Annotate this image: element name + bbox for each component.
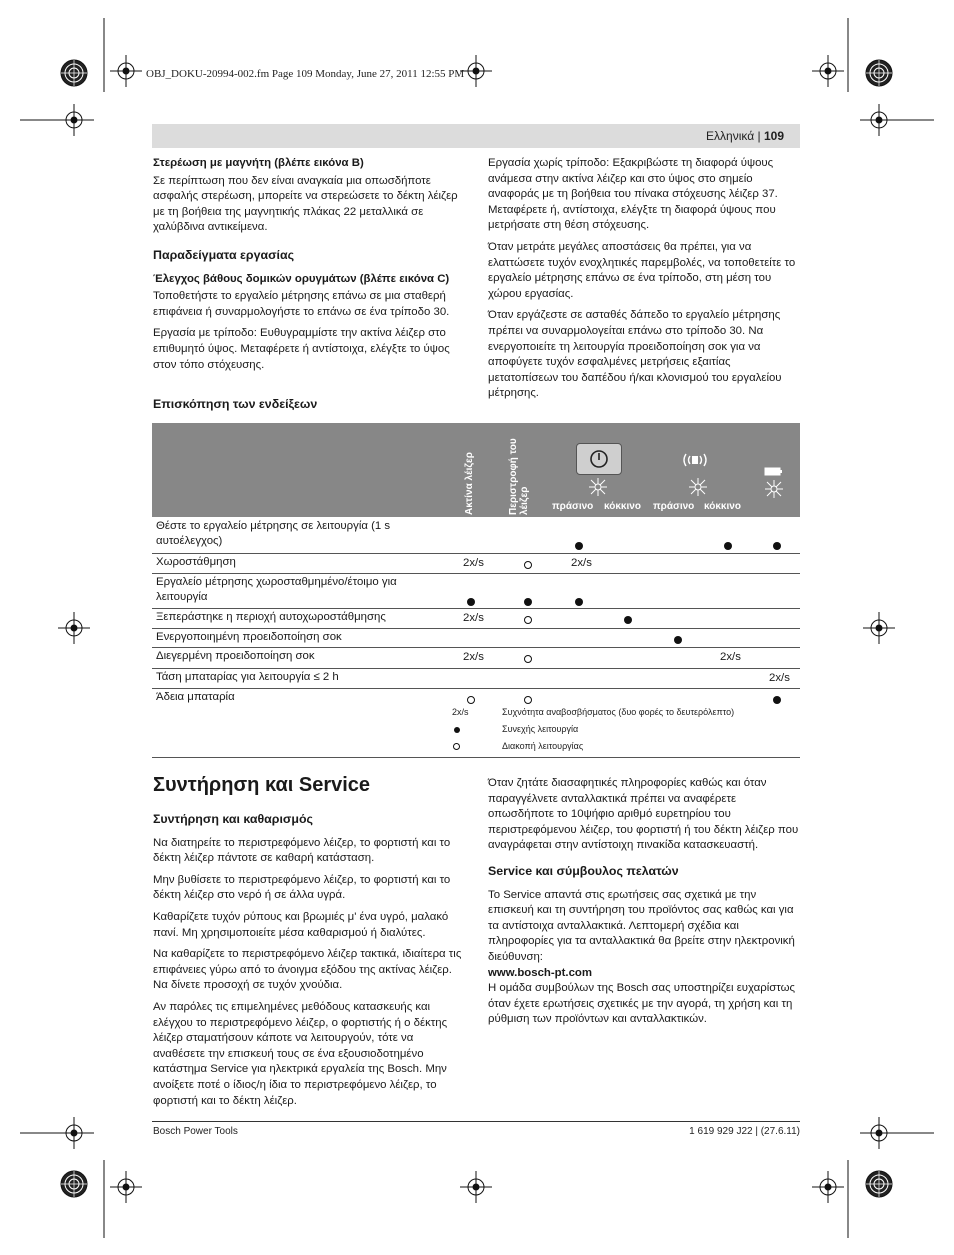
status-off-ring [467, 696, 475, 704]
battery-icon [764, 467, 784, 477]
green-blink-icon [588, 477, 608, 497]
status-blink-text: 2x/s [463, 612, 484, 624]
service-p5: Αν παρόλες τις επιμελημένες μεθόδους κατασκευής και ελέγχου το περιστρεφόμενο λέιζερ, ο φορτιστής ή ο δέκτης λέιζερ σταματήσουν κάποτε να λειτουργούν, τότε να αναθέσετε την επισκευή τους σε ένα εξουσιοδοτημένο κατάστημα Service για ηλεκτρικά εργαλεία της Bosch. Μην ανοίξετε ποτέ ο ίδιος/η ίδια το περιστρεφόμενο λέιζερ, το φορτιστή και το δέκτη λέιζερ. [153, 1000, 448, 1107]
row-label: Ξεπεράστηκε η περιοχή αυτοχωροστάθμησης [156, 611, 386, 623]
footer-left: Bosch Power Tools [153, 1126, 238, 1137]
language-label: Ελληνικά [706, 129, 755, 143]
footer-rule [152, 1121, 800, 1122]
status-off-ring [524, 696, 532, 704]
row-label: Τάση μπαταρίας για λειτουργία ≤ 2 h [156, 671, 339, 683]
status-on-dot [575, 542, 583, 550]
legend-text-1: Συχνότητα αναβοσβήσματος (δυο φορές το δευτερόλεπτο) [502, 707, 735, 717]
service-right-column [488, 776, 800, 1034]
row-label: Άδεια μπαταρία [156, 691, 235, 703]
status-on-dot [724, 542, 732, 550]
table-row [152, 573, 800, 609]
status-on-dot [773, 696, 781, 704]
status-blink-text: 2x/s [571, 557, 592, 569]
status-off-ring [524, 655, 532, 663]
magnet-text: Σε περίπτωση που δεν είναι αναγκαία μια οπωσδήποτε ασφαλής στερέωση, μπορείτε να στερεώσετε το δέκτη λέιζερ με τη βοήθεια της μαγνητικής πλάκας 22 μεταλλικά σε χαλύβδινα αντικείμενα. [153, 174, 458, 234]
battery-blink-icon [764, 479, 784, 499]
status-on-dot [467, 598, 475, 606]
table-bottom-rule [152, 757, 800, 758]
table-header [152, 423, 800, 517]
legend-symbol-1: 2x/s [452, 707, 469, 717]
row-label: Διεγερμένη προειδοποίηση σοκ [156, 650, 315, 662]
tripod-text: Εργασία με τρίποδο: Ευθυγραμμίστε την ακτίνα λέιζερ στο επιθυμητό ύψος. Μεταφέρετε ή αντίστοιχα, ελέγξτε το ύψος στον τόπο στόχευσης. [153, 327, 450, 371]
status-on-dot [624, 616, 632, 624]
depth-text: Τοποθετήστε το εργαλείο μέτρησης επάνω σε μια σταθερή επιφάνεια ή συναρμολογήστε το επάνω σε ένα τρίποδο 30. [153, 290, 450, 318]
unstable-text: Όταν εργάζεστε σε ασταθές δάπεδο το εργαλείο μέτρησης πρέπει να συναρμολογείται επάνω στο τρίποδο 30. Να ενεργοποιείτε τη λειτουργία προειδοποίηση σοκ για να αποφύγετε τυχόν εσφαλμένες μετρήσεις εξαιτίας μετατοπίσεων του δαπέδου ή/και κλονισμού του εργαλείου μέτρησης. [488, 309, 782, 400]
service-title: Συντήρηση και Service [153, 774, 371, 796]
row-label: Θέστε το εργαλείο μέτρησης σε λειτουργία (1 s αυτοέλεγχος) [156, 520, 391, 547]
table-row [152, 668, 800, 689]
table-row [152, 517, 800, 554]
service-p7: Το Service απαντά στις ερωτήσεις σας σχετικά με την επισκευή και τη συντήρηση του προϊόντος σας καθώς και για τα αντίστοιχα ανταλλακτικά. Λεπτομερή σχέδια και πληροφορίες για τα ανταλλακτικά θα βρείτε στην ηλεκτρονική διεύθυνση: [488, 888, 795, 963]
status-blink-text: 2x/s [463, 651, 484, 663]
legend-dot-empty [453, 743, 460, 750]
status-on-dot [524, 598, 532, 606]
separator: | [757, 129, 761, 143]
col-red-1: κόκκινο [604, 501, 641, 512]
examples-heading: Παραδείγματα εργασίας [153, 247, 295, 262]
col-red-2: κόκκινο [704, 501, 741, 512]
service-left-column [153, 774, 465, 1115]
status-off-ring [524, 616, 532, 624]
status-on-dot [773, 542, 781, 550]
service-p2: Μην βυθίσετε το περιστρεφόμενο λέιζερ, το φορτιστή και το δέκτη λέιζερ στο νερό ή σε άλλα υγρά. [153, 873, 451, 902]
long-distance-text: Όταν μετράτε μεγάλες αποστάσεις θα πρέπει, για να ελαττώσετε τυχόν ενοχλητικές παρεμβολές, να τοποθετείτε το εργαλείο μέτρησης επάνω σε ένα τρίποδο, στη μέση του χώρου εργασίας. [488, 240, 796, 300]
col-green-1: πράσινο [552, 501, 594, 512]
legend-text-2: Συνεχής λειτουργία [502, 724, 579, 734]
shock-warning-icon [680, 451, 710, 469]
status-on-dot [674, 636, 682, 644]
service-p3: Καθαρίζετε τυχόν ρύπους και βρωμιές μ' ένα υγρό, μαλακό πανί. Μη χρησιμοποιείτε μέσα καθαρισμού ή διαλύτες. [153, 910, 449, 939]
row-label: Χωροστάθμηση [156, 556, 236, 568]
col-green-2: πράσινο [653, 501, 695, 512]
status-blink-text: 2x/s [720, 651, 741, 663]
bosch-url-link[interactable]: www.bosch-pt.com [488, 966, 592, 979]
status-blink-text: 2x/s [463, 557, 484, 569]
page-header-band [152, 124, 800, 148]
customer-heading: Service και σύμβουλος πελατών [488, 863, 679, 878]
no-tripod-text: Εργασία χωρίς τρίποδο: Εξακριβώστε τη διαφορά ύψους ανάμεσα στην ακτίνα λέιζερ και στο ύψος στο σημείο αναφοράς με τη βοήθεια του πίνακα στόχευσης λέιζερ 37. Μεταφέρετε ή, αντίστοιχα, ελέγξτε τη διαφορά ύψους που μετρήσατε στη θέση στόχευσης. [488, 157, 778, 232]
service-p1: Να διατηρείτε το περιστρεφόμενο λέιζερ, το φορτιστή και το δέκτη λέιζερ πάντοτε σε καθαρή κατάσταση. [153, 836, 451, 865]
table-row [152, 628, 800, 648]
col-rotation: Περιστροφή του λέιζερ [508, 438, 530, 515]
row-label: Ενεργοποιημένη προειδοποίηση σοκ [156, 631, 342, 643]
file-info-line: OBJ_DOKU-20994-002.fm Page 109 Monday, June 27, 2011 12:55 PM [146, 68, 465, 80]
page-number: 109 [763, 129, 784, 143]
footer-right: 1 619 929 J22 | (27.6.11) [689, 1126, 800, 1137]
row-label: Εργαλείο μέτρησης χωροσταθμημένο/έτοιμο για λειτουργία [156, 576, 397, 603]
service-p6: Όταν ζητάτε διασαφητικές πληροφορίες καθώς και όταν παραγγέλνετε ανταλλακτικά πρέπει να αναφέρετε οπωσδήποτε το 10ψήφιο αριθμό ευρετηρίου του περιστρεφόμενου λέιζερ, του φορτιστή ή του δέκτη λέιζερ που αναγράφεται στην αντίστοιχη πινακίδα κατασκευαστή. [488, 777, 799, 852]
depth-heading: Έλεγχος βάθους δομικών ορυγμάτων (βλέπε εικόνα C) [153, 272, 450, 285]
cleaning-heading: Συντήρηση και καθαρισμός [153, 812, 313, 826]
legend-text-3: Διακοπή λειτουργίας [502, 741, 584, 751]
service-p4: Να καθαρίζετε το περιστρεφόμενο λέιζερ τακτικά, ιδιαίτερα τις επιφάνειες γύρω από το άνοιγμα εξόδου της ακτίνας λέιζερ. Να δίνετε προσοχή σε τυχόν χνούδια. [153, 948, 462, 992]
col-laser-beam: Ακτίνα λέιζερ [464, 452, 475, 515]
table-title: Επισκόπηση των ενδείξεων [153, 397, 318, 411]
page-label [706, 129, 784, 143]
service-p8: Η ομάδα συμβούλων της Bosch σας υποστηρίζει ευχαρίστως όταν έχετε ερωτήσεις σχετικές με την αγορά, τη χρήση και τη ρύθμιση των προϊόντων και ανταλλακτικών. [488, 982, 796, 1026]
table-row [152, 688, 800, 703]
status-on-dot [575, 598, 583, 606]
red-blink-icon [688, 477, 708, 497]
magnet-heading: Στερέωση με μαγνήτη (βλέπε εικόνα B) [153, 157, 364, 169]
status-blink-text: 2x/s [769, 672, 790, 684]
status-off-ring [524, 561, 532, 569]
right-column [488, 156, 800, 408]
power-button-icon [576, 443, 622, 475]
legend-dot-filled [454, 727, 460, 733]
left-column [153, 156, 465, 379]
